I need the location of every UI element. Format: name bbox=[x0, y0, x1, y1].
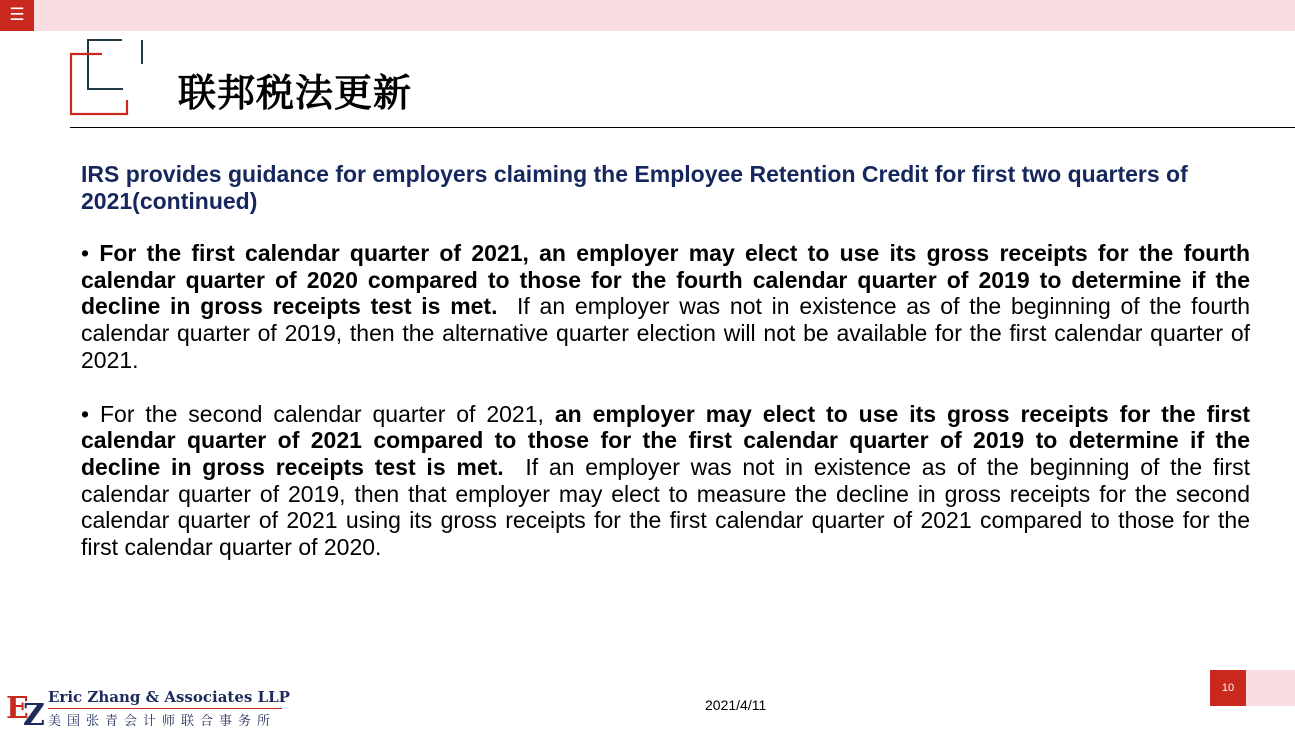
bullet-marker: • bbox=[81, 400, 90, 427]
hamburger-menu-icon: ☰ bbox=[9, 5, 25, 25]
bullet-item bbox=[81, 401, 1250, 561]
firm-name-underline bbox=[48, 708, 282, 709]
svg-text:Z: Z bbox=[23, 698, 45, 728]
page-number-bar bbox=[1246, 670, 1295, 706]
firm-logo bbox=[6, 688, 290, 728]
menu-button[interactable] bbox=[0, 0, 34, 31]
bullet-text: If an employer was not in existence as of the beginning of the first calendar quarter of 2019, then that employer may elect to measure the decline in gross receipts for the second calendar quarter of 2021 using its gross receipts for the first calendar quarter of 2021 compared to those for the first calendar quarter of 2020. bbox=[81, 453, 1250, 561]
slide-title: 联邦税法更新 bbox=[178, 71, 413, 115]
slide-subtitle: IRS provides guidance for employers claiming the Employee Retention Credit for first two quarters of 2021(continued) bbox=[81, 161, 1188, 214]
bracket-logo-icon bbox=[68, 38, 148, 118]
bullet-bold-text: For the first calendar quarter of 2021, an employer may elect to use its gross receipts for the fourth calendar quarter of 2020 compared to those for the fourth calendar quarter of 2019 to determine if the decline in gross receipts test is met. bbox=[81, 240, 1250, 320]
ez-logo-icon bbox=[6, 688, 48, 728]
firm-name-chinese: 美国张青会计师联合事务所 bbox=[48, 714, 277, 729]
page-number: 10 bbox=[1210, 670, 1246, 706]
bullet-item bbox=[81, 240, 1250, 374]
top-bar bbox=[0, 0, 1295, 31]
bullet-text: If an employer was not in existence as of the beginning of the fourth calendar quarter of 2019, then the alternative quarter election will not be available for the first calendar quarter of 2021. bbox=[81, 293, 1250, 373]
slide-date: 2021/4/11 bbox=[705, 697, 767, 713]
bullet-lead-text: For the second calendar quarter of 2021, bbox=[99, 400, 544, 427]
bullet-bold-text: an employer may elect to use its gross receipts for the first calendar quarter of 2021 compared to those for the first calendar quarter of 2019 to determine if the decline in gross receipts test is met. bbox=[81, 400, 1251, 480]
bullet-marker: • bbox=[81, 240, 90, 266]
title-divider bbox=[70, 127, 1295, 128]
svg-text:E: E bbox=[6, 691, 29, 726]
firm-name: Eric Zhang & Associates LLP bbox=[48, 688, 290, 706]
slide-content bbox=[81, 161, 1250, 561]
